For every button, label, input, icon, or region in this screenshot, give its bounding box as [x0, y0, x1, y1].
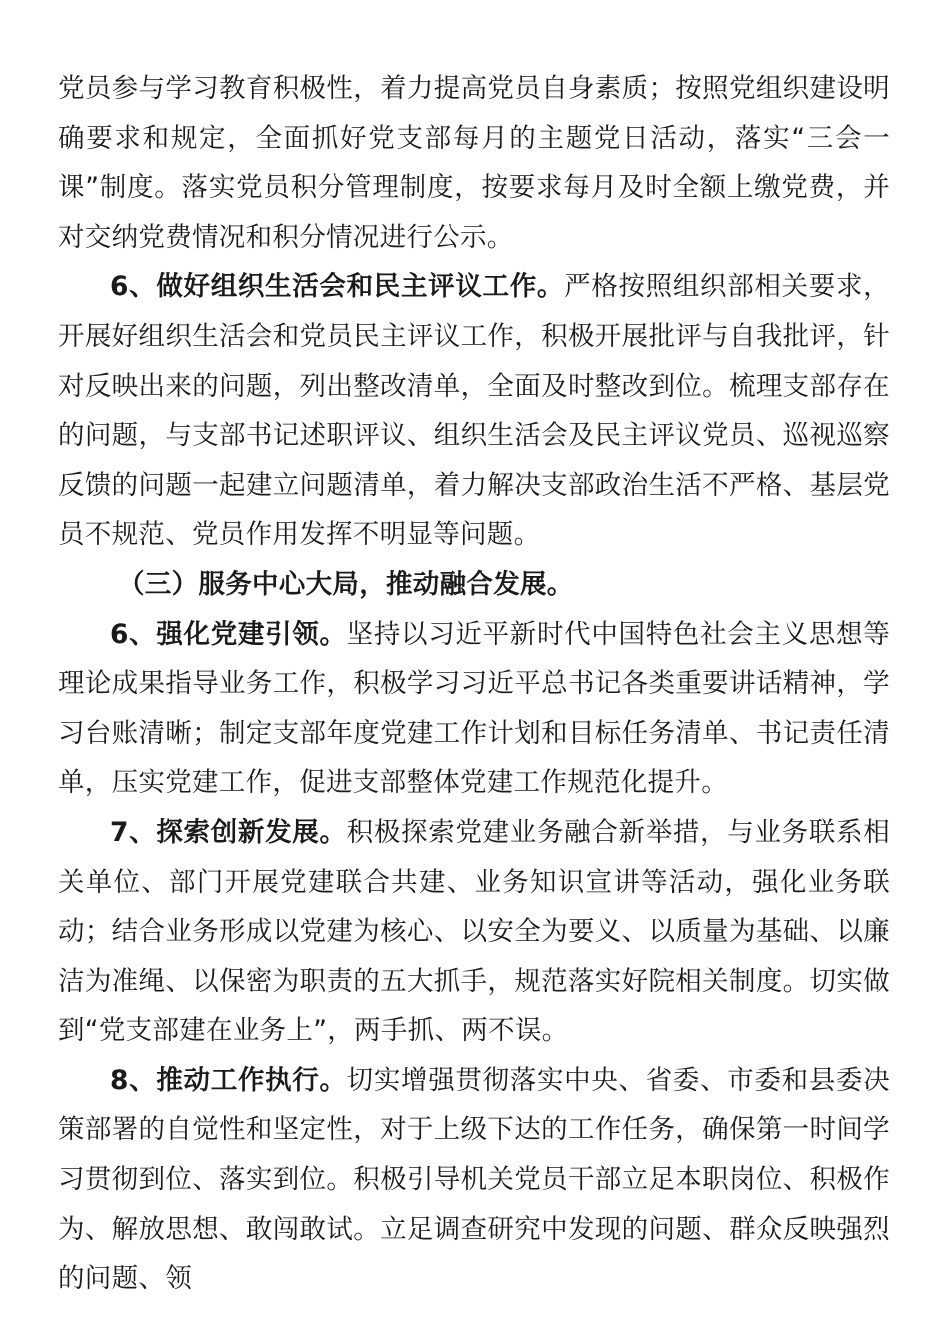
- paragraph-text: 积极探索党建业务融合新举措，与业务联系相关单位、部门开展党建联合共建、业务知识宣讲等活动，强化业务联动；结合业务形成以党建为核心、以安全为要义、以质量为基础、以廉洁为准绳、以保密为职责的五大抓手，规范落实好院相关制度。切实做到“党支部建在业务上”，两手抓、两不误。: [58, 816, 891, 1047]
- paragraph-item-7-innovation: [58, 808, 890, 1056]
- document-page: [58, 64, 890, 1304]
- paragraph-text: 党员参与学习教育积极性，着力提高党员自身素质；按照党组织建设明确要求和规定，全面抓好党支部每月的主题党日活动，落实“三会一课”制度。落实党员积分管理制度，按要求每月及时全额上缴党费，并对交纳党费情况和积分情况进行公示。: [58, 73, 890, 253]
- paragraph-lead: 6、强化党建引领。: [110, 618, 347, 650]
- paragraph-text: 坚持以习近平新时代中国特色社会主义思想等理论成果指导业务工作，积极学习习近平总书记各类重要讲话精神，学习台账清晰；制定支部年度党建工作计划和目标任务清单、书记责任清单，压实党建工作，促进支部整体党建工作规范化提升。: [58, 618, 891, 799]
- paragraph-item-8-execution: [58, 1056, 890, 1304]
- paragraph-text: 切实增强贯彻落实中央、省委、市委和县委决策部署的自觉性和坚定性，对于上级下达的工作任务，确保第一时间学习贯彻到位、落实到位。积极引导机关党员干部立足本职岗位、积极作为、解放思想、敢闯敢试。立足调查研究中发现的问题、群众反映强烈的问题、领: [58, 1064, 891, 1295]
- paragraph-text: 严格按照组织部相关要求，开展好组织生活会和党员民主评议工作，积极开展批评与自我批评，针对反映出来的问题，列出整改清单，全面及时整改到位。梳理支部存在的问题，与支部书记述职评议、组织生活会及民主评议党员、巡视巡察反馈的问题一起建立问题清单，着力解决支部政治生活不严格、基层党员不规范、党员作用发挥不明显等问题。: [58, 271, 890, 551]
- paragraph-lead: 6、做好组织生活会和民主评议工作。: [110, 271, 565, 303]
- paragraph-item-6-organization-life: [58, 262, 890, 560]
- section-heading-text: （三）服务中心大局，推动融合发展。: [118, 568, 574, 600]
- paragraph-continuation: [58, 64, 890, 262]
- paragraph-item-6-party-leadership: [58, 610, 890, 808]
- paragraph-lead: 8、推动工作执行。: [110, 1064, 347, 1096]
- paragraph-lead: 7、探索创新发展。: [110, 816, 347, 848]
- section-heading-3: [58, 560, 890, 610]
